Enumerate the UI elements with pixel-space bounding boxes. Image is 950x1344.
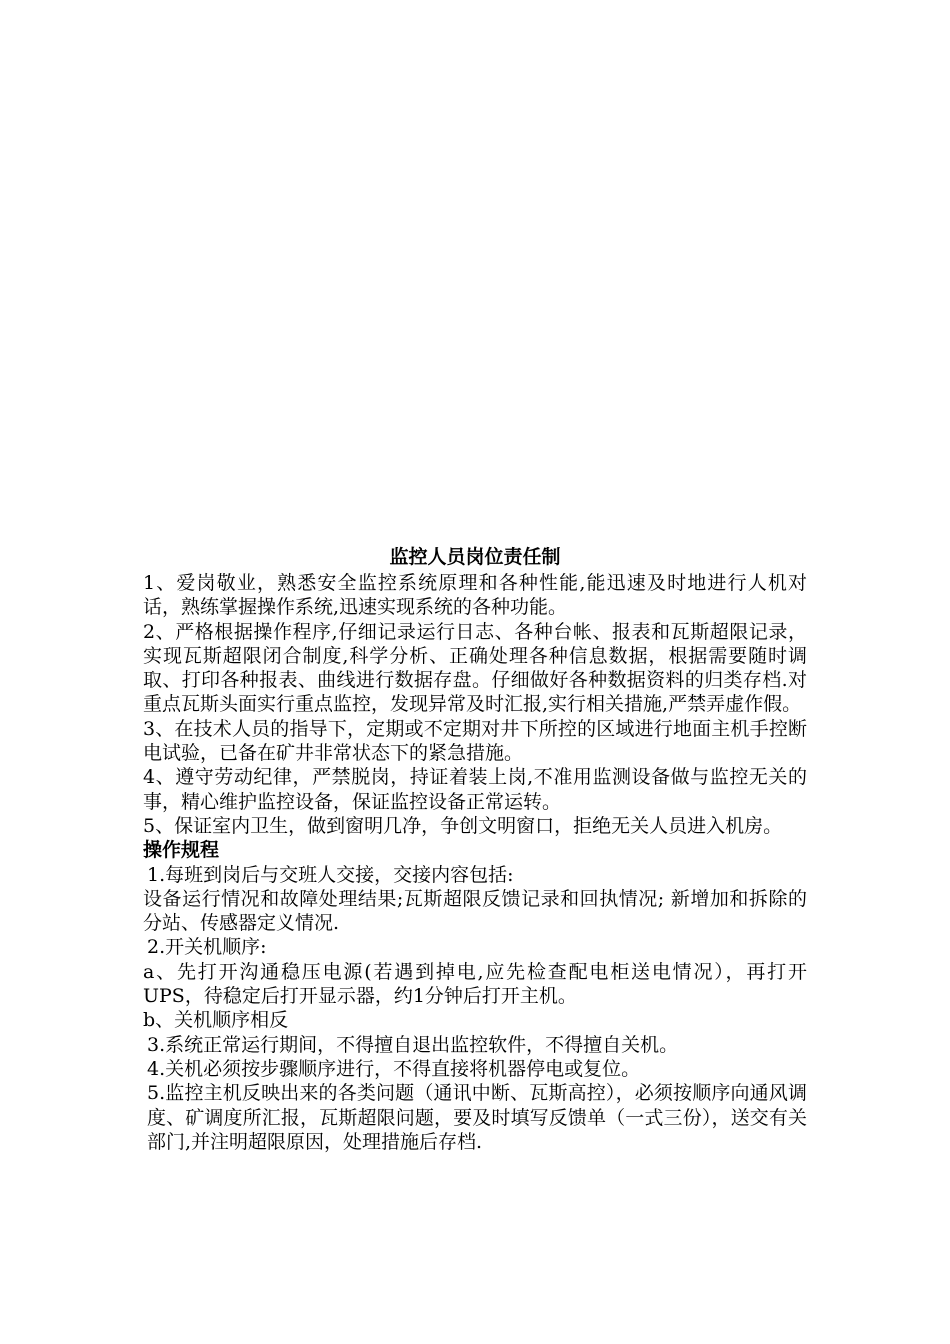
duty-item-5: 5、保证室内卫生，做到窗明几净，争创文明窗口，拒绝无关人员进入机房。 bbox=[143, 814, 783, 837]
document-body bbox=[143, 543, 807, 1154]
duty-item-2: 2、严格根据操作程序,仔细记录运行日志、各种台帐、报表和瓦斯超限记录，实现瓦斯超限闭合制度,科学分析、正确处理各种信息数据，根据需要随时调取、打印各种报表、曲线进行数据存盘。仔细做好各种数据资料的归类存档.对重点瓦斯头面实行重点监控，发现异常及时汇报,实行相关措施,严禁弄虚作假。 bbox=[143, 620, 807, 716]
procedure-item-2a: a、先打开沟通稳压电源(若遇到掉电,应先检查配电柜送电情况），再打开UPS，待稳定后打开显示器，约1分钟后打开主机。 bbox=[143, 960, 807, 1008]
duty-item-1: 1、爱岗敬业，熟悉安全监控系统原理和各种性能,能迅速及时地进行人机对话，熟练掌握操作系统,迅速实现系统的各种功能。 bbox=[143, 572, 807, 619]
duty-item-4: 4、遵守劳动纪律，严禁脱岗，持证着装上岗,不准用监测设备做与监控无关的事，精心维护监控设备，保证监控设备正常运转。 bbox=[143, 766, 807, 813]
procedure-item-1-detail: 设备运行情况和故障处理结果;瓦斯超限反馈记录和回执情况; 新增加和拆除的分站、传感器定义情况. bbox=[143, 887, 807, 935]
procedures-heading: 操作规程 bbox=[143, 839, 220, 862]
procedure-item-2b: b、关机顺序相反 bbox=[143, 1009, 289, 1032]
procedure-item-3: 3.系统正常运行期间，不得擅自退出监控软件，不得擅自关机。 bbox=[147, 1033, 679, 1056]
procedure-item-1: 1.每班到岗后与交班人交接，交接内容包括: bbox=[147, 863, 514, 886]
duty-item-3: 3、在技术人员的指导下，定期或不定期对井下所控的区域进行地面主机手控断电试验，已备在矿井非常状态下的紧急措施。 bbox=[143, 717, 807, 765]
procedure-item-4: 4.关机必须按步骤顺序进行，不得直接将机器停电或复位。 bbox=[147, 1057, 641, 1080]
procedure-item-2: 2.开关机顺序: bbox=[147, 936, 267, 959]
document-title: 监控人员岗位责任制 bbox=[389, 546, 561, 568]
procedure-item-5: 5.监控主机反映出来的各类问题（通讯中断、瓦斯高控），必须按顺序向通风调度、矿调度所汇报，瓦斯超限问题，要及时填写反馈单（一式三份），送交有关部门,并注明超限原因，处理措施后存档. bbox=[147, 1082, 807, 1153]
